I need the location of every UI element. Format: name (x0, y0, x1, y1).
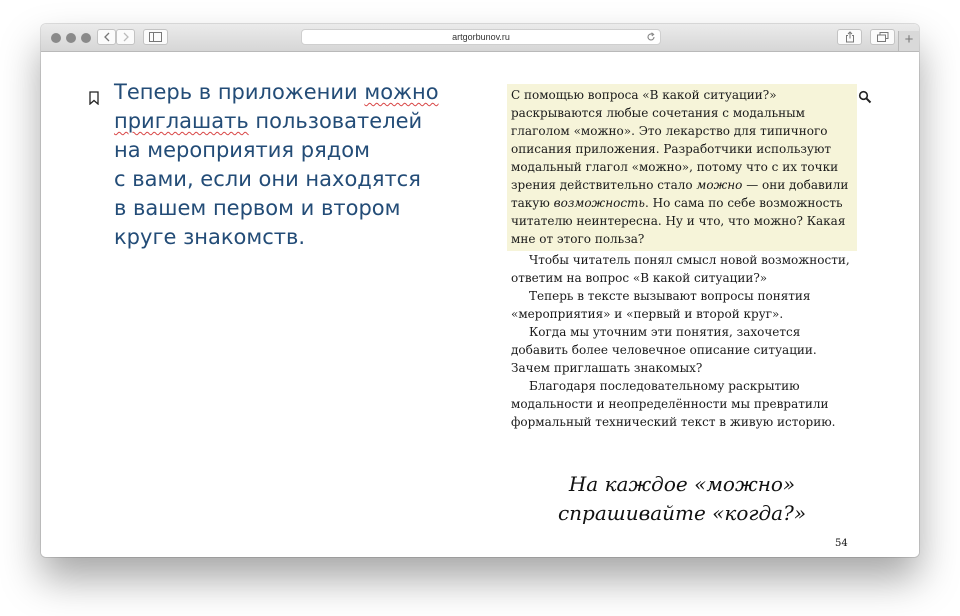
reload-button[interactable] (646, 30, 656, 47)
paragraph: Чтобы читатель понял смысл новой возможности, ответим на вопрос «В какой ситуации?» (511, 253, 850, 285)
share-icon (845, 31, 855, 43)
reload-icon (646, 32, 656, 42)
paragraph-highlighted (511, 86, 853, 248)
tabs-icon (877, 32, 889, 42)
sidebar-button[interactable] (143, 29, 168, 45)
page-content (41, 52, 919, 557)
close-window-button[interactable] (51, 33, 61, 43)
highlighted-paragraph (507, 84, 857, 251)
spellcheck-word-mozhno[interactable]: можно (364, 80, 439, 104)
spellcheck-word-priglashat[interactable]: приглашать (114, 109, 249, 133)
text-fragment: — они добавили такую (511, 178, 849, 210)
pull-quote (511, 470, 853, 528)
sentence-continuation: пользователей (248, 109, 423, 133)
browser-window (41, 24, 919, 557)
forward-button[interactable] (116, 29, 135, 45)
sentence-rest: на мероприятия рядом с вами, если они находятся в вашем первом и втором круге знакомств. (114, 138, 421, 249)
new-tab-button[interactable]: + (898, 31, 919, 51)
page-number: 54 (835, 538, 848, 549)
italic-fragment: возможность (553, 196, 645, 210)
quote-line: спрашивайте «когда?» (557, 501, 807, 525)
zoom-window-button[interactable] (81, 33, 91, 43)
paragraph: Когда мы уточним эти понятия, захочется добавить более человечное описание ситуации. Зачем приглашать знакомых? (511, 325, 817, 375)
address-bar[interactable] (301, 29, 661, 45)
sentence-start: Теперь в приложении (114, 80, 365, 104)
minimize-window-button[interactable] (66, 33, 76, 43)
bookmark-icon[interactable] (89, 91, 99, 105)
quote-line: На каждое «можно» (568, 472, 796, 496)
share-button[interactable] (837, 29, 862, 45)
paragraph: Благодаря последовательному раскрытию модальности и неопределённости мы превратили формальный технический текст в живую историю. (511, 379, 836, 429)
back-button[interactable] (97, 29, 116, 45)
text-fragment: С помощью вопроса «В какой ситуации?» раскрываются любые сочетания с модальным глаголом «можно». Это лекарство для типичного описания приложения. Разработчики используют модальный глагол «можно», потому что с их точки зрения действительно стало (511, 88, 839, 192)
italic-fragment: можно (696, 178, 743, 192)
tabs-overview-button[interactable] (870, 29, 895, 45)
text-fragment: . Но сама по себе возможность читателю неинтересна. Ну и что, что можно? Какая мне от этого польза? (511, 196, 846, 246)
paragraph: Теперь в тексте вызывают вопросы понятия «мероприятия» и «первый и второй круг». (511, 289, 811, 321)
chevron-left-icon (103, 32, 111, 42)
chevron-right-icon (122, 32, 130, 42)
search-icon[interactable] (858, 90, 872, 104)
sidebar-icon (149, 32, 162, 42)
address-text: artgorbunov.ru (452, 32, 510, 42)
article-text (511, 84, 853, 431)
browser-toolbar (41, 24, 919, 52)
highlighted-sentence (114, 78, 459, 252)
